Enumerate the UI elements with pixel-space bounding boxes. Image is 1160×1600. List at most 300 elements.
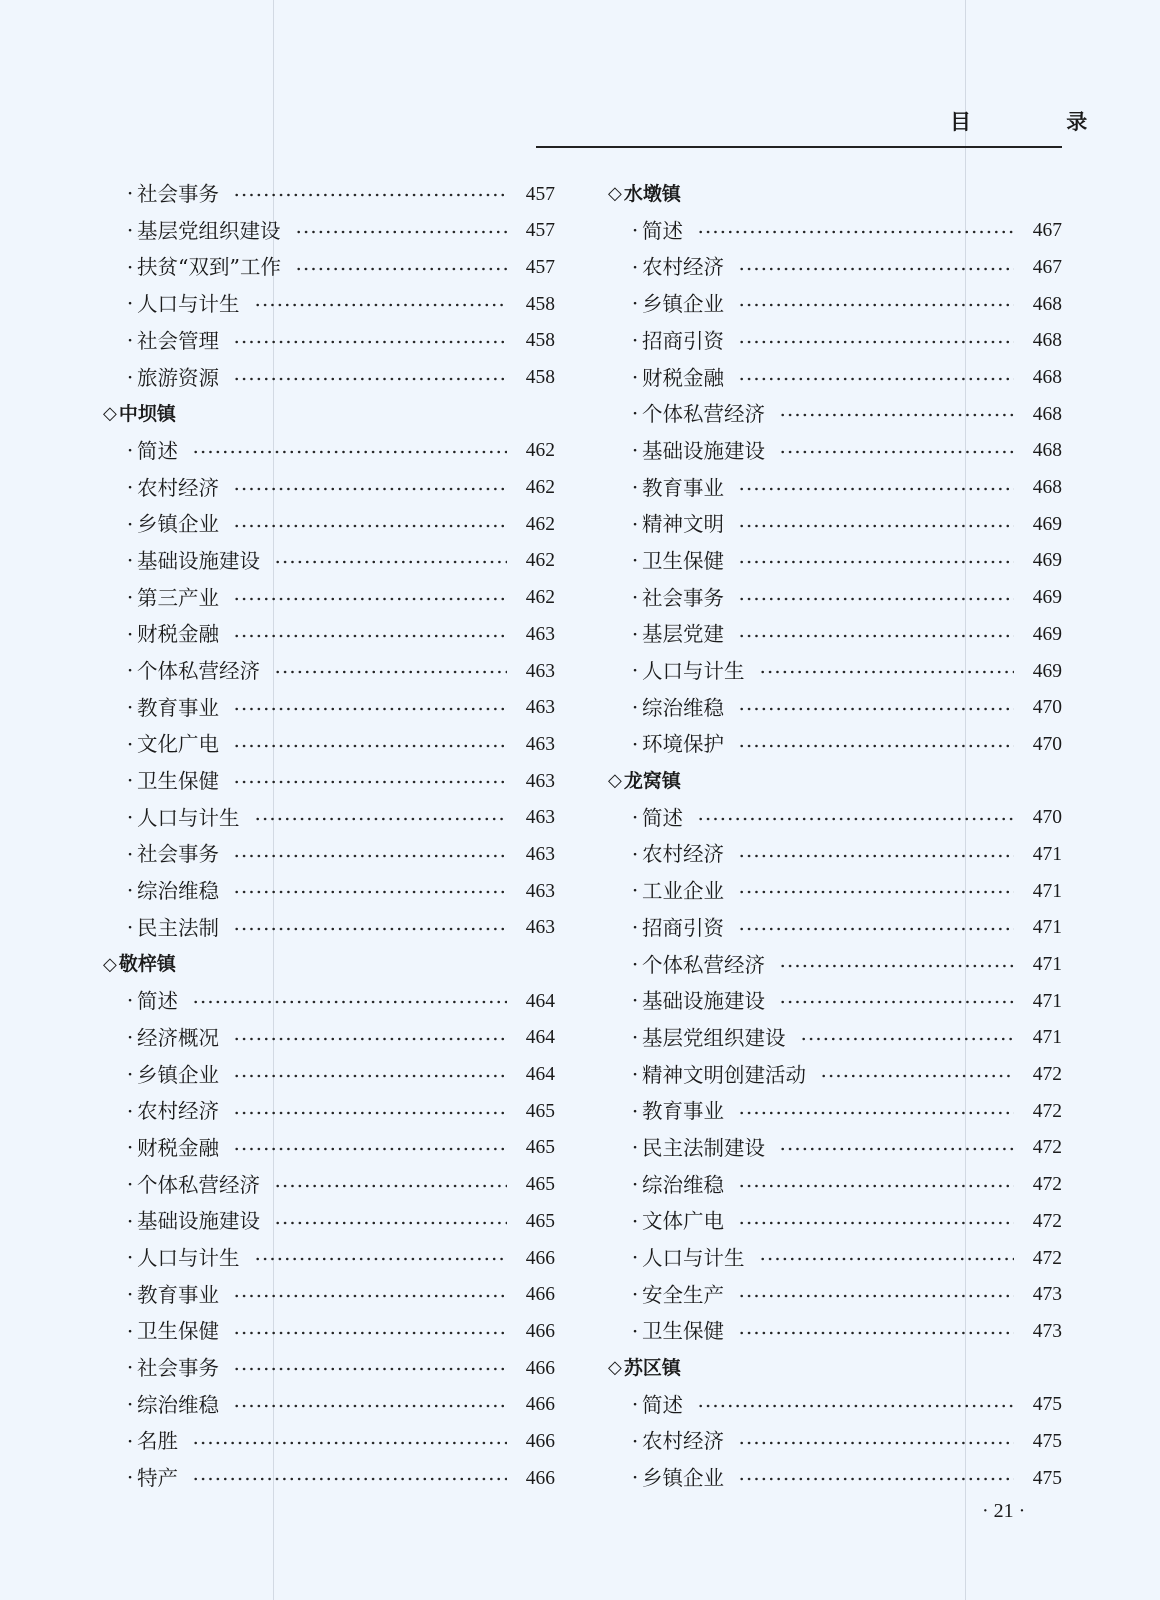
toc-entry[interactable]	[103, 800, 555, 837]
toc-entry[interactable]	[103, 1350, 555, 1387]
toc-entry-label: 人口与计生	[137, 292, 240, 317]
toc-entry-page: 473	[1032, 1284, 1062, 1306]
toc-entry-label: 社会事务	[137, 1356, 219, 1381]
section-heading	[103, 946, 555, 983]
toc-entry[interactable]	[103, 1387, 555, 1424]
bullet-dot-icon: ·	[127, 516, 133, 533]
dot-leader	[274, 1184, 507, 1188]
dot-leader	[233, 524, 507, 528]
toc-entry-page: 463	[525, 623, 555, 645]
toc-entry-label: 农村经济	[137, 1099, 219, 1124]
toc-entry[interactable]	[608, 800, 1062, 837]
toc-entry[interactable]	[608, 1130, 1062, 1167]
toc-entry-label: 招商引资	[642, 328, 724, 353]
bullet-dot-icon: ·	[127, 736, 133, 753]
bullet-dot-icon: ·	[632, 333, 638, 350]
bullet-dot-icon: ·	[632, 516, 638, 533]
bullet-dot-icon: ·	[632, 589, 638, 606]
toc-entry[interactable]	[103, 1093, 555, 1130]
bullet-dot-icon: ·	[127, 1360, 133, 1377]
bullet-dot-icon: ·	[127, 443, 133, 460]
toc-entry[interactable]	[103, 1130, 555, 1167]
toc-entry[interactable]	[103, 506, 555, 543]
toc-entry-label: 教育事业	[642, 475, 724, 500]
toc-entry-page: 469	[1032, 513, 1062, 535]
toc-entry-page: 462	[525, 587, 555, 609]
toc-entry-label: 综治维稳	[137, 1392, 219, 1417]
bullet-dot-icon: ·	[632, 810, 638, 827]
bullet-dot-icon: ·	[127, 663, 133, 680]
toc-entry[interactable]	[608, 470, 1062, 507]
dot-leader	[233, 1111, 507, 1115]
toc-entry[interactable]	[608, 690, 1062, 727]
toc-entry-page: 466	[525, 1467, 555, 1489]
bullet-dot-icon: ·	[127, 553, 133, 570]
toc-entry-page: 458	[525, 330, 555, 352]
toc-entry[interactable]	[103, 543, 555, 580]
toc-entry[interactable]	[608, 653, 1062, 690]
toc-entry-label: 个体私营经济	[642, 952, 765, 977]
toc-entry-page: 471	[1032, 954, 1062, 976]
toc-entry-page: 458	[525, 367, 555, 389]
dot-leader	[233, 1147, 507, 1151]
toc-entry[interactable]	[103, 616, 555, 653]
dot-leader	[274, 1221, 507, 1225]
toc-entry[interactable]	[103, 1203, 555, 1240]
bullet-dot-icon: ·	[127, 1286, 133, 1303]
toc-entry[interactable]	[608, 1387, 1062, 1424]
bullet-dot-icon: ·	[127, 1433, 133, 1450]
dot-leader	[233, 1367, 507, 1371]
dot-leader	[254, 817, 508, 821]
toc-entry-page: 468	[1032, 293, 1062, 315]
bullet-dot-icon: ·	[632, 479, 638, 496]
toc-entry-page: 470	[1032, 697, 1062, 719]
toc-entry-page: 469	[1032, 587, 1062, 609]
bullet-dot-icon: ·	[127, 1470, 133, 1487]
toc-entry-label: 社会事务	[137, 842, 219, 867]
toc-entry[interactable]	[608, 506, 1062, 543]
toc-entry-label: 乡镇企业	[642, 292, 724, 317]
dot-leader	[233, 634, 507, 638]
dot-leader	[233, 377, 507, 381]
bullet-dot-icon: ·	[127, 773, 133, 790]
toc-entry-label: 综治维稳	[642, 1172, 724, 1197]
dot-leader	[738, 927, 1014, 931]
dot-leader	[738, 854, 1014, 858]
bullet-dot-icon: ·	[127, 186, 133, 203]
toc-entry-label: 个体私营经济	[642, 402, 765, 427]
toc-entry[interactable]	[608, 1423, 1062, 1460]
dot-leader	[233, 780, 507, 784]
toc-entry-label: 卫生保健	[137, 769, 219, 794]
title-rule	[536, 146, 1062, 148]
dot-leader	[233, 1404, 507, 1408]
toc-entry[interactable]	[103, 1460, 555, 1497]
dot-leader	[738, 744, 1014, 748]
toc-entry-label: 人口与计生	[137, 805, 240, 830]
toc-entry-page: 468	[1032, 403, 1062, 425]
section-heading-label: 龙窝镇	[623, 769, 681, 792]
bullet-dot-icon: ·	[632, 1470, 638, 1487]
dot-leader	[779, 1000, 1014, 1004]
toc-entry-page: 457	[525, 183, 555, 205]
toc-entry-label: 教育事业	[642, 1099, 724, 1124]
toc-entry[interactable]	[103, 359, 555, 396]
toc-entry[interactable]	[608, 286, 1062, 323]
toc-entry-page: 475	[1032, 1394, 1062, 1416]
bullet-dot-icon: ·	[632, 699, 638, 716]
toc-entry-label: 教育事业	[137, 1282, 219, 1307]
dot-leader	[233, 1331, 507, 1335]
toc-entry-label: 工业企业	[642, 879, 724, 904]
dot-leader	[254, 303, 508, 307]
toc-entry[interactable]	[608, 580, 1062, 617]
toc-entry-page: 472	[1032, 1064, 1062, 1086]
bullet-dot-icon: ·	[632, 1433, 638, 1450]
toc-entry[interactable]	[103, 836, 555, 873]
toc-entry[interactable]	[608, 1460, 1062, 1497]
section-heading-label: 中坝镇	[118, 402, 176, 425]
dot-leader	[738, 267, 1014, 271]
bullet-dot-icon: ·	[127, 259, 133, 276]
toc-entry[interactable]	[608, 910, 1062, 947]
bullet-dot-icon: ·	[127, 1213, 133, 1230]
toc-entry-page: 463	[525, 697, 555, 719]
toc-entry-label: 扶贫“双到”工作	[137, 255, 281, 280]
bullet-dot-icon: ·	[632, 993, 638, 1010]
toc-entry[interactable]	[103, 873, 555, 910]
toc-entry-label: 环境保护	[642, 732, 724, 757]
toc-entry-page: 468	[1032, 440, 1062, 462]
toc-entry-page: 471	[1032, 880, 1062, 902]
toc-entry-page: 464	[525, 1027, 555, 1049]
toc-entry-label: 经济概况	[137, 1025, 219, 1050]
toc-entry[interactable]	[608, 1313, 1062, 1350]
toc-entry-label: 简述	[642, 218, 683, 243]
toc-entry-label: 综治维稳	[137, 879, 219, 904]
toc-entry-page: 467	[1032, 256, 1062, 278]
bullet-dot-icon: ·	[632, 1213, 638, 1230]
toc-entry-page: 471	[1032, 990, 1062, 1012]
toc-entry[interactable]	[103, 580, 555, 617]
toc-entry[interactable]	[103, 176, 555, 213]
bullet-dot-icon: ·	[632, 626, 638, 643]
toc-entry[interactable]	[608, 1203, 1062, 1240]
toc-entry[interactable]	[608, 323, 1062, 360]
diamond-icon: ◇	[608, 183, 622, 205]
toc-entry-label: 人口与计生	[137, 1246, 240, 1271]
bullet-dot-icon: ·	[127, 369, 133, 386]
toc-entry-label: 基础设施建设	[137, 548, 260, 573]
toc-entry-label: 精神文明	[642, 512, 724, 537]
toc-entry[interactable]	[103, 763, 555, 800]
bullet-dot-icon: ·	[127, 479, 133, 496]
toc-entry-label: 卫生保健	[642, 1319, 724, 1344]
toc-entry[interactable]	[608, 1093, 1062, 1130]
dot-leader	[779, 413, 1014, 417]
toc-entry-label: 特产	[137, 1466, 178, 1491]
dot-leader	[738, 340, 1014, 344]
dot-leader	[779, 964, 1014, 968]
dot-leader	[274, 670, 507, 674]
toc-entry[interactable]	[608, 1240, 1062, 1277]
toc-entry[interactable]	[608, 396, 1062, 433]
toc-entry[interactable]	[103, 1423, 555, 1460]
toc-entry[interactable]	[608, 1167, 1062, 1204]
bullet-dot-icon: ·	[632, 1176, 638, 1193]
dot-leader	[738, 1294, 1014, 1298]
bullet-dot-icon: ·	[632, 553, 638, 570]
bullet-dot-icon: ·	[632, 956, 638, 973]
bullet-dot-icon: ·	[127, 296, 133, 313]
toc-entry-page: 463	[525, 917, 555, 939]
toc-entry-label: 基层党组织建设	[137, 218, 281, 243]
toc-entry-page: 468	[1032, 477, 1062, 499]
bullet-dot-icon: ·	[127, 699, 133, 716]
bullet-dot-icon: ·	[632, 369, 638, 386]
toc-entry-page: 472	[1032, 1210, 1062, 1232]
toc-entry-page: 464	[525, 1064, 555, 1086]
toc-entry-label: 人口与计生	[642, 659, 745, 684]
toc-entry-label: 基础设施建设	[642, 989, 765, 1014]
dot-leader	[738, 1111, 1014, 1115]
bullet-dot-icon: ·	[127, 993, 133, 1010]
toc-entry-page: 472	[1032, 1247, 1062, 1269]
dot-leader	[295, 267, 507, 271]
dot-leader	[738, 560, 1014, 564]
page-title: 目 录	[950, 110, 1132, 134]
toc-entry-label: 农村经济	[642, 842, 724, 867]
toc-entry-label: 综治维稳	[642, 695, 724, 720]
toc-entry-page: 470	[1032, 733, 1062, 755]
dot-leader	[254, 1257, 508, 1261]
bullet-dot-icon: ·	[127, 1030, 133, 1047]
toc-entry[interactable]	[608, 433, 1062, 470]
dot-leader	[738, 634, 1014, 638]
toc-entry-page: 472	[1032, 1137, 1062, 1159]
toc-entry-page: 463	[525, 880, 555, 902]
dot-leader	[233, 487, 507, 491]
toc-entry-page: 475	[1032, 1467, 1062, 1489]
toc-entry-page: 466	[525, 1394, 555, 1416]
toc-entry[interactable]	[608, 249, 1062, 286]
section-heading	[608, 176, 1062, 213]
toc-entry-page: 472	[1032, 1100, 1062, 1122]
toc-entry[interactable]	[608, 1057, 1062, 1094]
bullet-dot-icon: ·	[127, 1066, 133, 1083]
bullet-dot-icon: ·	[632, 259, 638, 276]
toc-entry-page: 462	[525, 440, 555, 462]
dot-leader	[738, 524, 1014, 528]
toc-entry[interactable]	[103, 653, 555, 690]
toc-entry-page: 463	[525, 770, 555, 792]
toc-entry[interactable]	[103, 249, 555, 286]
bullet-dot-icon: ·	[632, 663, 638, 680]
toc-entry[interactable]	[608, 359, 1062, 396]
bullet-dot-icon: ·	[632, 1250, 638, 1267]
dot-leader	[738, 597, 1014, 601]
toc-entry[interactable]	[103, 323, 555, 360]
toc-entry-label: 文化广电	[137, 732, 219, 757]
toc-entry-label: 简述	[137, 438, 178, 463]
toc-entry[interactable]	[103, 286, 555, 323]
toc-entry-label: 财税金融	[137, 1135, 219, 1160]
toc-entry[interactable]	[103, 1057, 555, 1094]
diamond-icon: ◇	[103, 403, 117, 425]
toc-entry[interactable]	[103, 910, 555, 947]
toc-entry-page: 466	[525, 1430, 555, 1452]
bullet-dot-icon: ·	[127, 920, 133, 937]
toc-entry[interactable]	[103, 726, 555, 763]
toc-entry-label: 乡镇企业	[137, 512, 219, 537]
section-heading	[608, 1350, 1062, 1387]
toc-entry[interactable]	[103, 690, 555, 727]
toc-entry-page: 472	[1032, 1174, 1062, 1196]
dot-leader	[738, 1331, 1014, 1335]
toc-entry-page: 465	[525, 1210, 555, 1232]
toc-entry[interactable]	[608, 873, 1062, 910]
dot-leader	[738, 377, 1014, 381]
bullet-dot-icon: ·	[127, 1397, 133, 1414]
bullet-dot-icon: ·	[127, 883, 133, 900]
dot-leader	[800, 1037, 1015, 1041]
dot-leader	[192, 450, 507, 454]
toc-entry-page: 463	[525, 807, 555, 829]
dot-leader	[738, 707, 1014, 711]
toc-entry[interactable]	[103, 470, 555, 507]
bullet-dot-icon: ·	[127, 223, 133, 240]
toc-entry-page: 469	[1032, 660, 1062, 682]
toc-column-right	[608, 176, 1062, 1497]
toc-entry[interactable]	[103, 213, 555, 250]
section-heading-label: 敬梓镇	[118, 953, 176, 976]
toc-entry[interactable]	[103, 983, 555, 1020]
toc-entry-label: 农村经济	[642, 255, 724, 280]
dot-leader	[738, 303, 1014, 307]
toc-entry[interactable]	[608, 1020, 1062, 1057]
toc-entry-label: 招商引资	[642, 915, 724, 940]
toc-entry-label: 财税金融	[137, 622, 219, 647]
toc-entry-label: 个体私营经济	[137, 659, 260, 684]
dot-leader	[738, 1221, 1014, 1225]
toc-entry-page: 471	[1032, 917, 1062, 939]
dot-leader	[779, 450, 1014, 454]
bullet-dot-icon: ·	[632, 1323, 638, 1340]
toc-entry[interactable]	[608, 616, 1062, 653]
bullet-dot-icon: ·	[127, 1323, 133, 1340]
toc-entry-page: 469	[1032, 623, 1062, 645]
dot-leader	[738, 1441, 1014, 1445]
toc-entry-label: 基层党建	[642, 622, 724, 647]
toc-entry-label: 民主法制	[137, 915, 219, 940]
bullet-dot-icon: ·	[632, 1140, 638, 1157]
dot-leader	[233, 597, 507, 601]
bullet-dot-icon: ·	[632, 223, 638, 240]
dot-leader	[233, 340, 507, 344]
dot-leader	[759, 670, 1015, 674]
bullet-dot-icon: ·	[632, 406, 638, 423]
bullet-dot-icon: ·	[127, 810, 133, 827]
dot-leader	[295, 230, 508, 234]
toc-entry[interactable]	[608, 543, 1062, 580]
dot-leader	[738, 487, 1014, 491]
toc-entry-label: 人口与计生	[642, 1246, 745, 1271]
section-heading	[608, 763, 1062, 800]
dot-leader	[233, 854, 507, 858]
toc-entry[interactable]	[103, 1277, 555, 1314]
toc-entry[interactable]	[608, 726, 1062, 763]
toc-entry-label: 教育事业	[137, 695, 219, 720]
toc-entry-page: 468	[1032, 330, 1062, 352]
dot-leader	[738, 1184, 1014, 1188]
toc-entry-page: 457	[525, 256, 555, 278]
toc-entry-page: 464	[525, 990, 555, 1012]
toc-entry[interactable]	[608, 1277, 1062, 1314]
toc-entry-page: 458	[525, 293, 555, 315]
dot-leader	[697, 230, 1014, 234]
toc-entry-page: 468	[1032, 367, 1062, 389]
toc-entry-label: 财税金融	[642, 365, 724, 390]
bullet-dot-icon: ·	[632, 1103, 638, 1120]
toc-entry-page: 470	[1032, 807, 1062, 829]
toc-entry[interactable]	[103, 433, 555, 470]
toc-entry-label: 精神文明创建活动	[642, 1062, 806, 1087]
toc-entry[interactable]	[103, 1313, 555, 1350]
toc-entry-label: 简述	[642, 805, 683, 830]
toc-entry-label: 基础设施建设	[642, 438, 765, 463]
toc-entry-label: 社会管理	[137, 328, 219, 353]
bullet-dot-icon: ·	[127, 1250, 133, 1267]
toc-entry-page: 466	[525, 1284, 555, 1306]
bullet-dot-icon: ·	[632, 1030, 638, 1047]
toc-entry[interactable]	[608, 213, 1062, 250]
bullet-dot-icon: ·	[127, 846, 133, 863]
toc-entry[interactable]	[608, 983, 1062, 1020]
toc-entry-label: 安全生产	[642, 1282, 724, 1307]
toc-entry[interactable]	[103, 1167, 555, 1204]
bullet-dot-icon: ·	[632, 443, 638, 460]
bullet-dot-icon: ·	[632, 296, 638, 313]
dot-leader	[738, 1477, 1014, 1481]
toc-entry-page: 463	[525, 843, 555, 865]
toc-entry-label: 乡镇企业	[137, 1062, 219, 1087]
bullet-dot-icon: ·	[632, 1397, 638, 1414]
dot-leader	[820, 1074, 1014, 1078]
bullet-dot-icon: ·	[127, 333, 133, 350]
toc-entry-label: 旅游资源	[137, 365, 219, 390]
toc-entry-label: 文体广电	[642, 1209, 724, 1234]
toc-entry[interactable]	[608, 946, 1062, 983]
dot-leader	[233, 1074, 507, 1078]
toc-entry[interactable]	[103, 1020, 555, 1057]
toc-entry-label: 卫生保健	[642, 548, 724, 573]
dot-leader	[697, 1404, 1014, 1408]
bullet-dot-icon: ·	[632, 883, 638, 900]
toc-entry-label: 名胜	[137, 1429, 178, 1454]
toc-entry[interactable]	[608, 836, 1062, 873]
toc-entry[interactable]	[103, 1240, 555, 1277]
dot-leader	[233, 1037, 507, 1041]
dot-leader	[192, 1000, 507, 1004]
dot-leader	[759, 1257, 1015, 1261]
bullet-dot-icon: ·	[127, 626, 133, 643]
dot-leader	[233, 927, 507, 931]
dot-leader	[192, 1441, 507, 1445]
toc-entry-label: 卫生保健	[137, 1319, 219, 1344]
toc-entry-label: 乡镇企业	[642, 1466, 724, 1491]
toc-entry-label: 民主法制建设	[642, 1135, 765, 1160]
